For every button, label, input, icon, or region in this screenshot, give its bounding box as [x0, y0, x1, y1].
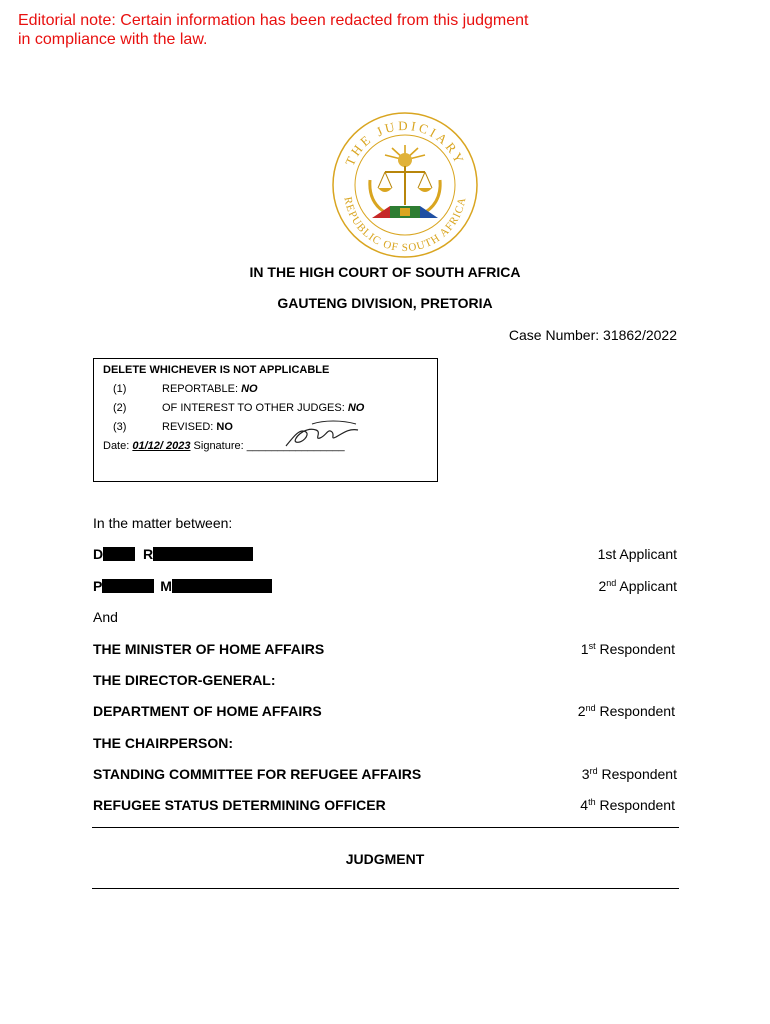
- case-number: Case Number: 31862/2022: [508, 327, 677, 343]
- redaction-bar: [172, 579, 272, 593]
- redacted-initial: R: [143, 546, 154, 562]
- divider-bottom: [92, 888, 679, 889]
- signature-label: Signature: ________________: [190, 440, 345, 452]
- role-text: Applicant: [616, 578, 677, 594]
- item-value: NO: [347, 402, 365, 414]
- second-respondent-name: DEPARTMENT OF HOME AFFAIRS: [93, 703, 322, 719]
- item-label: REVISED:: [162, 421, 217, 433]
- role-text: Respondent: [595, 797, 675, 813]
- first-respondent-name: THE MINISTER OF HOME AFFAIRS: [93, 641, 325, 657]
- fourth-respondent-name: REFUGEE STATUS DETERMINING OFFICER: [93, 797, 386, 813]
- role-number: 2: [577, 703, 586, 719]
- role-text: Respondent: [595, 641, 675, 657]
- item-number: (1): [113, 383, 127, 395]
- role-number: 2: [598, 578, 607, 594]
- role-number: 3: [581, 766, 590, 782]
- first-applicant-name: [93, 546, 253, 562]
- revised-row: [103, 421, 233, 433]
- date-value: 01/12/ 2023: [132, 440, 191, 452]
- second-respondent-role: [578, 703, 675, 719]
- reportable-row: [103, 383, 258, 395]
- third-respondent-title: THE CHAIRPERSON:: [93, 735, 234, 751]
- judgment-heading: JUDGMENT: [345, 851, 425, 867]
- third-respondent-role: [582, 766, 677, 782]
- crest-text-bottom: REPUBLIC OF SOUTH AFRICA: [341, 195, 469, 255]
- redaction-bar: [102, 579, 154, 593]
- first-respondent-role: [581, 641, 675, 657]
- fourth-respondent-role: [580, 797, 675, 813]
- role-ordinal: st: [588, 641, 596, 651]
- redaction-bar: [103, 547, 135, 561]
- and-label: And: [93, 609, 118, 625]
- item-label: REPORTABLE:: [162, 383, 242, 395]
- role-number: 4: [580, 797, 589, 813]
- role-ordinal: nd: [606, 578, 617, 588]
- role-text: 1st Applicant: [597, 546, 677, 562]
- role-ordinal: nd: [585, 703, 596, 713]
- redacted-initial: M: [160, 578, 172, 594]
- role-text: Respondent: [597, 766, 677, 782]
- editorial-note: Editorial note: Certain information has been redacted from this judgment in compliance with the law.: [18, 12, 529, 48]
- item-label: OF INTEREST TO OTHER JUDGES:: [162, 402, 348, 414]
- court-division: GAUTENG DIVISION, PRETORIA: [277, 295, 493, 311]
- interest-row: [103, 402, 364, 414]
- role-number: 1: [580, 641, 589, 657]
- crest-text-top: THE JUDICIARY: [341, 117, 469, 169]
- item-value: NO: [216, 421, 233, 433]
- matter-label: In the matter between:: [93, 515, 233, 531]
- judiciary-crest-logo: [330, 110, 480, 260]
- redacted-initial: D: [93, 546, 104, 562]
- second-applicant-role: [598, 578, 677, 594]
- second-applicant-name: [93, 578, 272, 594]
- third-respondent-name: STANDING COMMITTEE FOR REFUGEE AFFAIRS: [93, 766, 422, 782]
- redacted-initial: P: [93, 578, 103, 594]
- first-applicant-role: [598, 546, 677, 562]
- applicability-header: DELETE WHICHEVER IS NOT APPLICABLE: [103, 364, 330, 376]
- role-ordinal: rd: [589, 766, 598, 776]
- handwritten-signature: [282, 418, 362, 450]
- role-ordinal: th: [588, 797, 596, 807]
- item-value: NO: [241, 383, 258, 395]
- second-respondent-title: THE DIRECTOR-GENERAL:: [93, 672, 276, 688]
- divider-top: [92, 827, 679, 828]
- item-number: (2): [113, 402, 127, 414]
- court-name: IN THE HIGH COURT OF SOUTH AFRICA: [249, 264, 521, 280]
- redaction-bar: [153, 547, 253, 561]
- role-text: Respondent: [595, 703, 675, 719]
- applicability-box: [93, 358, 438, 482]
- date-label: Date:: [103, 440, 133, 452]
- item-number: (3): [113, 421, 127, 433]
